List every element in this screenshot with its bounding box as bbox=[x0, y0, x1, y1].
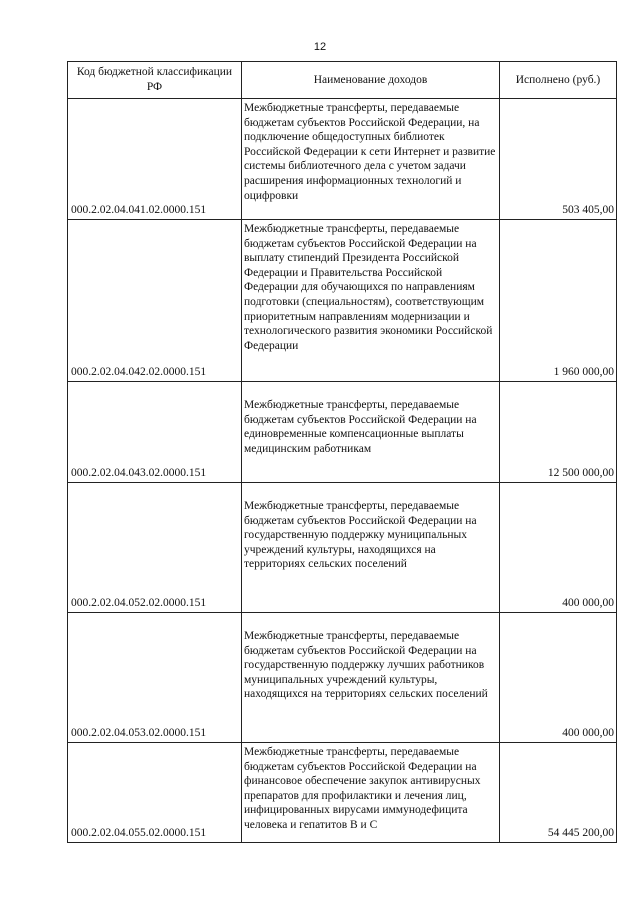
row-name: Межбюджетные трансферты, передаваемые бюджетам субъектов Российской Федерации на выплату стипендий Президента Российской Федерации и Правительства Российской Федерации для обучающихся по направлениям подготовки (специальностям), соответствующим приоритетным направлениям модернизации и технологического развития экономики Российской Федерации bbox=[242, 220, 500, 382]
row-code: 000.2.02.04.042.02.0000.151 bbox=[68, 220, 242, 382]
row-name: Межбюджетные трансферты, передаваемые бюджетам субъектов Российской Федерации на финансовое обеспечение закупок антивирусных препаратов для профилактики и лечения лиц, инфицированных вирусами иммунодефицита человека и гепатитов В и С bbox=[242, 743, 500, 843]
header-amount: Исполнено (руб.) bbox=[500, 62, 617, 99]
row-amount: 400 000,00 bbox=[500, 613, 617, 743]
row-amount: 1 960 000,00 bbox=[500, 220, 617, 382]
row-code: 000.2.02.04.052.02.0000.151 bbox=[68, 483, 242, 613]
table-row bbox=[68, 483, 617, 613]
header-name: Наименование доходов bbox=[242, 62, 500, 99]
page-number: 12 bbox=[313, 41, 327, 53]
header-code: Код бюджетной классификации РФ bbox=[68, 62, 242, 99]
row-code: 000.2.02.04.055.02.0000.151 bbox=[68, 743, 242, 843]
row-code: 000.2.02.04.043.02.0000.151 bbox=[68, 382, 242, 483]
row-code: 000.2.02.04.053.02.0000.151 bbox=[68, 613, 242, 743]
table-row bbox=[68, 613, 617, 743]
table-row bbox=[68, 382, 617, 483]
row-name: Межбюджетные трансферты, передаваемые бюджетам субъектов Российской Федерации на единовременные компенсационные выплаты медицинским работникам bbox=[242, 382, 500, 483]
row-amount: 400 000,00 bbox=[500, 483, 617, 613]
table-row bbox=[68, 743, 617, 843]
row-name: Межбюджетные трансферты, передаваемые бюджетам субъектов Российской Федерации, на подключение общедоступных библиотек Российской Федерации к сети Интернет и развитие системы библиотечного дела с учетом задачи расширения информационных технологий и оцифровки bbox=[242, 99, 500, 220]
table-header-row bbox=[68, 62, 617, 99]
budget-revenue-table bbox=[67, 61, 617, 843]
row-amount: 12 500 000,00 bbox=[500, 382, 617, 483]
row-name: Межбюджетные трансферты, передаваемые бюджетам субъектов Российской Федерации на государственную поддержку муниципальных учреждений культуры, находящихся на территориях сельских поселений bbox=[242, 483, 500, 613]
table-row bbox=[68, 99, 617, 220]
row-code: 000.2.02.04.041.02.0000.151 bbox=[68, 99, 242, 220]
row-amount: 503 405,00 bbox=[500, 99, 617, 220]
table-row bbox=[68, 220, 617, 382]
row-name: Межбюджетные трансферты, передаваемые бюджетам субъектов Российской Федерации на государственную поддержку лучших работников муниципальных учреждений культуры, находящихся на территориях сельских поселений bbox=[242, 613, 500, 743]
row-amount: 54 445 200,00 bbox=[500, 743, 617, 843]
